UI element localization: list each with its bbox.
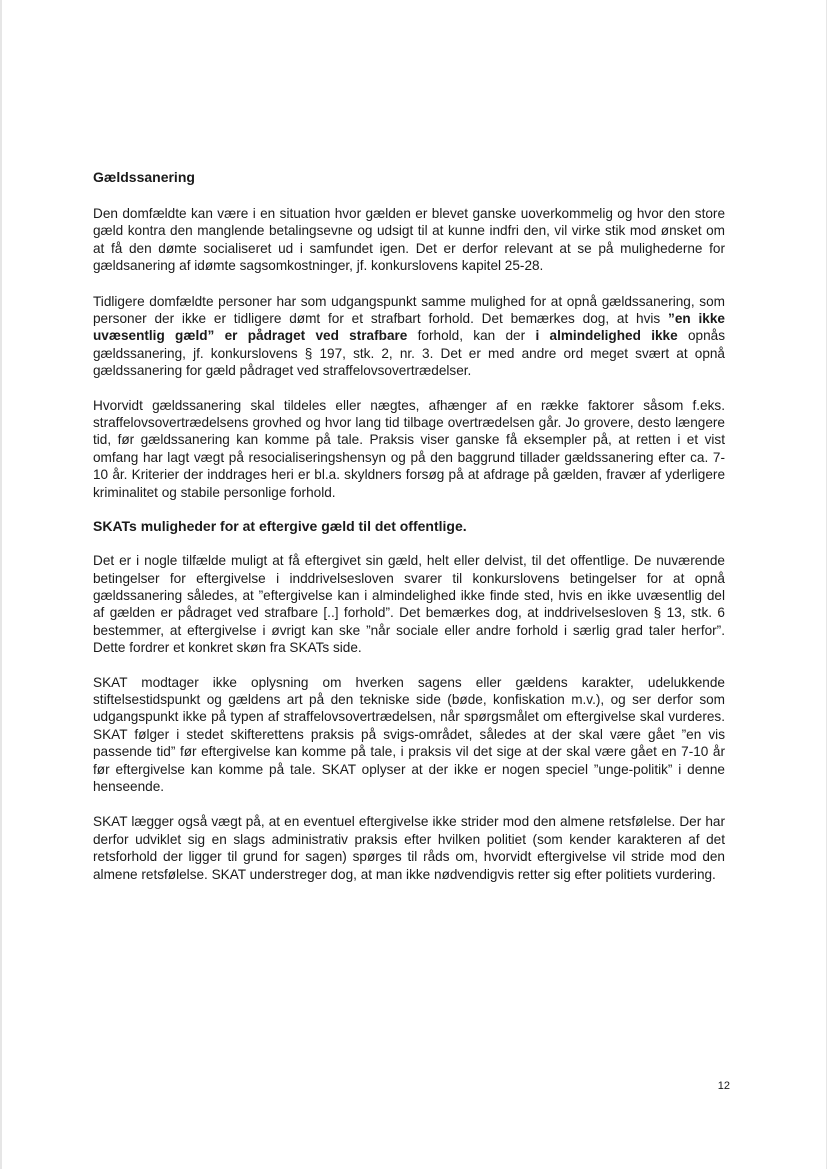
paragraph: Det er i nogle tilfælde muligt at få eftergivet sin gæld, helt eller delvist, til det offentlige. De nuværende betingelser for eftergivelse i inddrivelsesloven svarer til konkurslovens betingelser for at opnå gældssanering således, at ”eftergivelse kan i almindelighed ikke finde sted, hvis en ikke uvæsentlig del af gælden er pådraget ved strafbare [..] forhold”. Det bemærkes dog, at inddrivelsesloven § 13, stk. 6 bestemmer, at eftergivelse i øvrigt kan ske ”når sociale eller andre forhold i særlig grad taler herfor”. Dette fordrer et konkret skøn fra SKATs side. [93,553,725,656]
paragraph: SKAT lægger også vægt på, at en eventuel eftergivelse ikke strider mod den almene retsfølelse. Der har derfor udviklet sig en slags administrativ praksis efter hvilken politiet (som kender karakteren af det retsforhold der ligger til grund for sagen) spørges til råds om, hvorvidt eftergivelse vil stride mod den almene retsfølelse. SKAT understreger dog, at man ikke nødvendigvis retter sig efter politiets vurdering. [93,814,725,882]
paragraph [93,293,725,380]
paragraph: Den domfældte kan være i en situation hvor gælden er blevet ganske uoverkommelig og hvor den store gæld kontra den manglende betalingsevne og udsigt til at kunne indfri den, vil virke stik mod ønsket om at få den dømte socialiseret ud i samfundet igen. Det er derfor relevant at se på mulighederne for gældsanering af idømte sagsomkostninger, jf. konkurslovens kapitel 25-28. [93,206,725,274]
page-content [93,168,725,883]
paragraph-text: opnås gældssanering, jf. konkurslovens § 197, stk. 2, nr. 3. Det er med andre ord meget svært at opnå gældssanering for gæld pådraget ved straffelovsovertrædelser. [93,328,725,379]
page-number: 12 [717,1080,730,1092]
page-edge-left [0,0,2,1169]
section-heading-skat: SKATs muligheder for at eftergive gæld til det offentlige. [93,518,467,535]
paragraph: Hvorvidt gældssanering skal tildeles eller nægtes, afhænger af en række faktorer såsom f.eks. straffelovsovertrædelsens grovhed og hvor lang tid tilbage overtrædelsen går. Jo grovere, desto længere tid, før gældssanering kan komme på tale. Praksis viser ganske få eksempler på, at retten i et vist omfang har lagt vægt på resocialiseringshensyn og på den baggrund tillader gældssanering efter ca. 7-10 år. Kriterier der inddrages heri er bl.a. skyldners forsøg på at afdrage på gælden, fravær af yderligere kriminalitet og stabile personlige forhold. [93,397,725,500]
bold-emphasis: i almindelighed ikke [535,328,678,344]
paragraph-text: forhold, kan der [407,328,536,344]
bold-emphasis: ”en ikke uvæsentlig gæld” er pådraget ved strafbare [93,311,725,344]
paragraph-text: Tidligere domfældte personer har som udgangspunkt samme mulighed for at opnå gældssanering, som personer der ikke er tidligere dømt for et strafbart forhold. Det bemærkes dog, at hvis [93,293,725,327]
paragraph: SKAT modtager ikke oplysning om hverken sagens eller gældens karakter, udelukkende stiftelsestidspunkt og gældens art på den tekniske side (bøde, konfiskation m.v.), og ser derfor som udgangspunkt ikke på typen af straffelovsovertrædelsen, når spørgsmålet om eftergivelse skal vurderes. SKAT følger i stedet skifterettens praksis på svigs-området, således at der skal være gået ”en vis passende tid” før eftergivelse kan komme på tale, i praksis vil det sige at der skal være gået en 7-10 år før eftergivelse kan komme på tale. SKAT oplyser at der ikke er nogen speciel ”unge-politik” i denne henseende. [93,674,725,794]
section-heading-gaeldssanering: Gældssanering [93,169,195,185]
